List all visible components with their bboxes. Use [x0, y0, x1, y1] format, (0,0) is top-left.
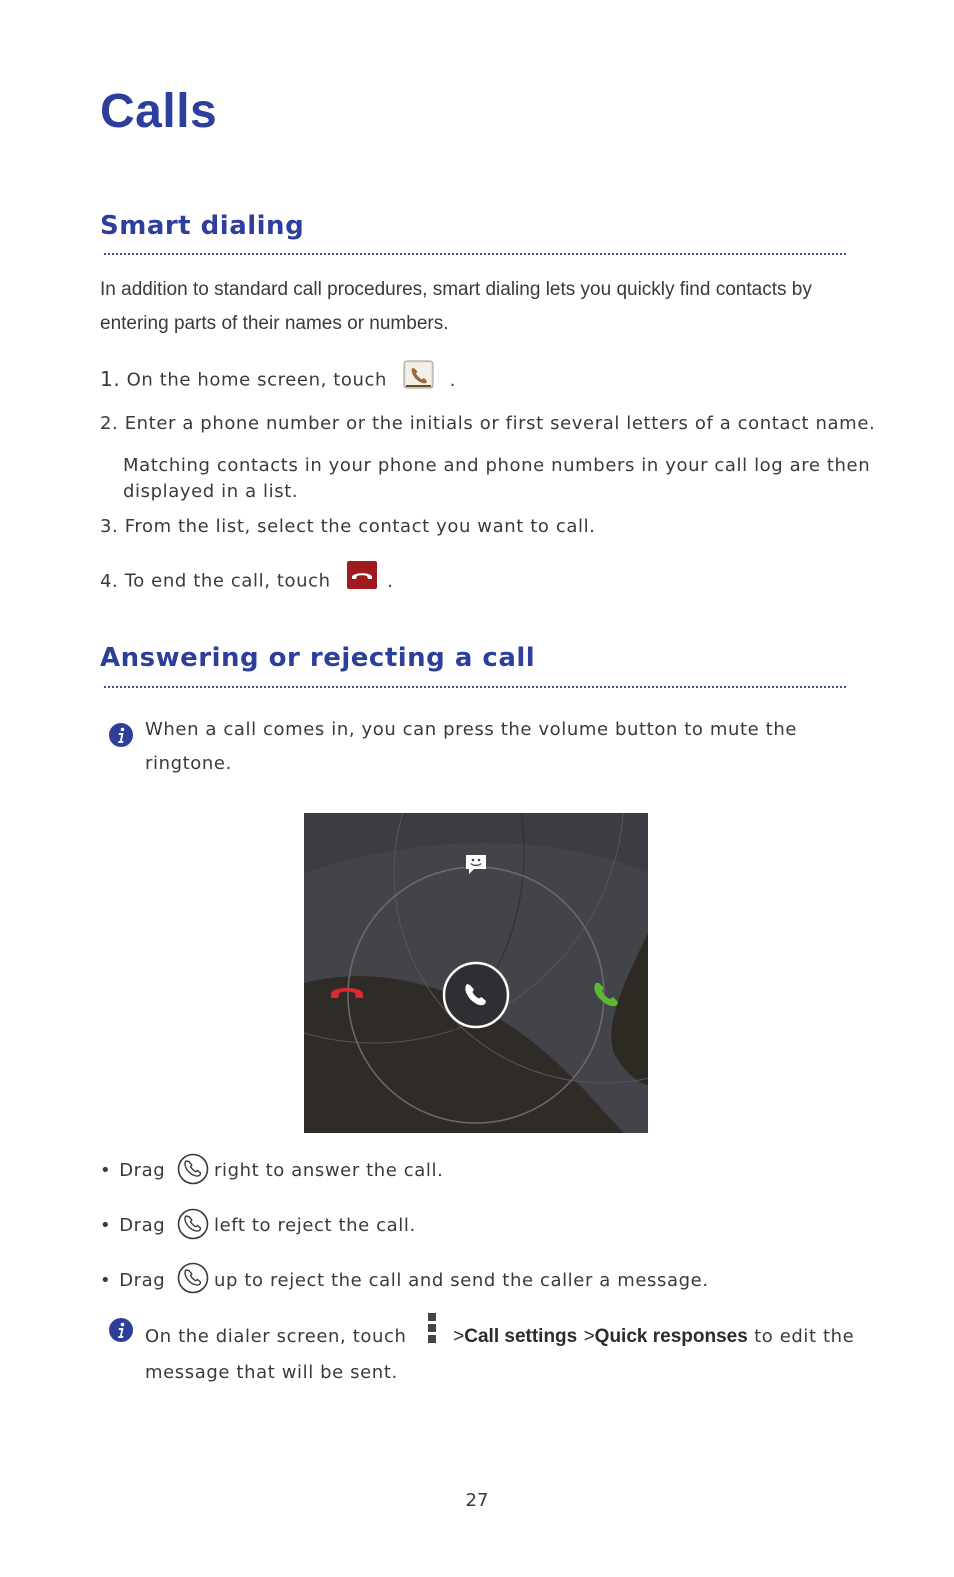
bullet-message-text: up to reject the call and send the caller a message.: [214, 1270, 709, 1291]
call-handle-icon: [177, 1262, 209, 1298]
info-icon: [108, 1317, 134, 1347]
call-handle-icon[interactable]: [460, 979, 492, 1015]
volume-tip: When a call comes in, you can press the volume button to mute the ringtone.: [145, 719, 798, 774]
section-heading-smart-dialing: Smart dialing: [100, 211, 305, 241]
bullet-reject: • Drag: [100, 1215, 166, 1236]
call-handle-icon: [177, 1208, 209, 1244]
section-divider: [104, 253, 846, 255]
bullet-message: • Drag: [100, 1270, 166, 1291]
quick-responses-note: On the dialer screen, touch >Call settings >Quick responses to edit the message that will be sent.: [145, 1318, 854, 1390]
step-2-note: Matching contacts in your phone and phone numbers in your call log are then displayed in a list.: [123, 455, 871, 502]
step-2: 2. Enter a phone number or the initials or first several letters of a contact name.: [100, 413, 876, 434]
phone-app-icon: [403, 360, 435, 395]
bullet-answer-text: right to answer the call.: [214, 1160, 444, 1181]
section-heading-answering: Answering or rejecting a call: [100, 643, 536, 673]
step-4: 4. To end the call, touch .: [100, 569, 394, 594]
info-icon: [108, 722, 134, 752]
reject-call-icon[interactable]: [328, 981, 366, 1009]
bullet-reject-text: left to reject the call.: [214, 1215, 416, 1236]
step-1: 1. On the home screen, touch .: [100, 366, 456, 395]
intro-line-1: In addition to standard call procedures, smart dialing lets you quickly find contacts by: [100, 279, 812, 300]
answer-call-icon[interactable]: [590, 979, 622, 1015]
end-call-icon: [347, 561, 377, 594]
bullet-answer: • Drag: [100, 1160, 166, 1181]
intro-line-2: entering parts of their names or numbers.: [100, 313, 449, 334]
menu-icon: [427, 1312, 437, 1356]
step-3: 3. From the list, select the contact you want to call.: [100, 516, 596, 537]
message-icon[interactable]: [464, 853, 488, 881]
call-handle-icon: [177, 1153, 209, 1189]
incoming-call-screen: [304, 813, 648, 1133]
page-title: Calls: [100, 85, 218, 138]
section-divider: [104, 686, 846, 688]
intro-paragraph: [100, 273, 812, 341]
page-number: 27: [465, 1490, 489, 1511]
